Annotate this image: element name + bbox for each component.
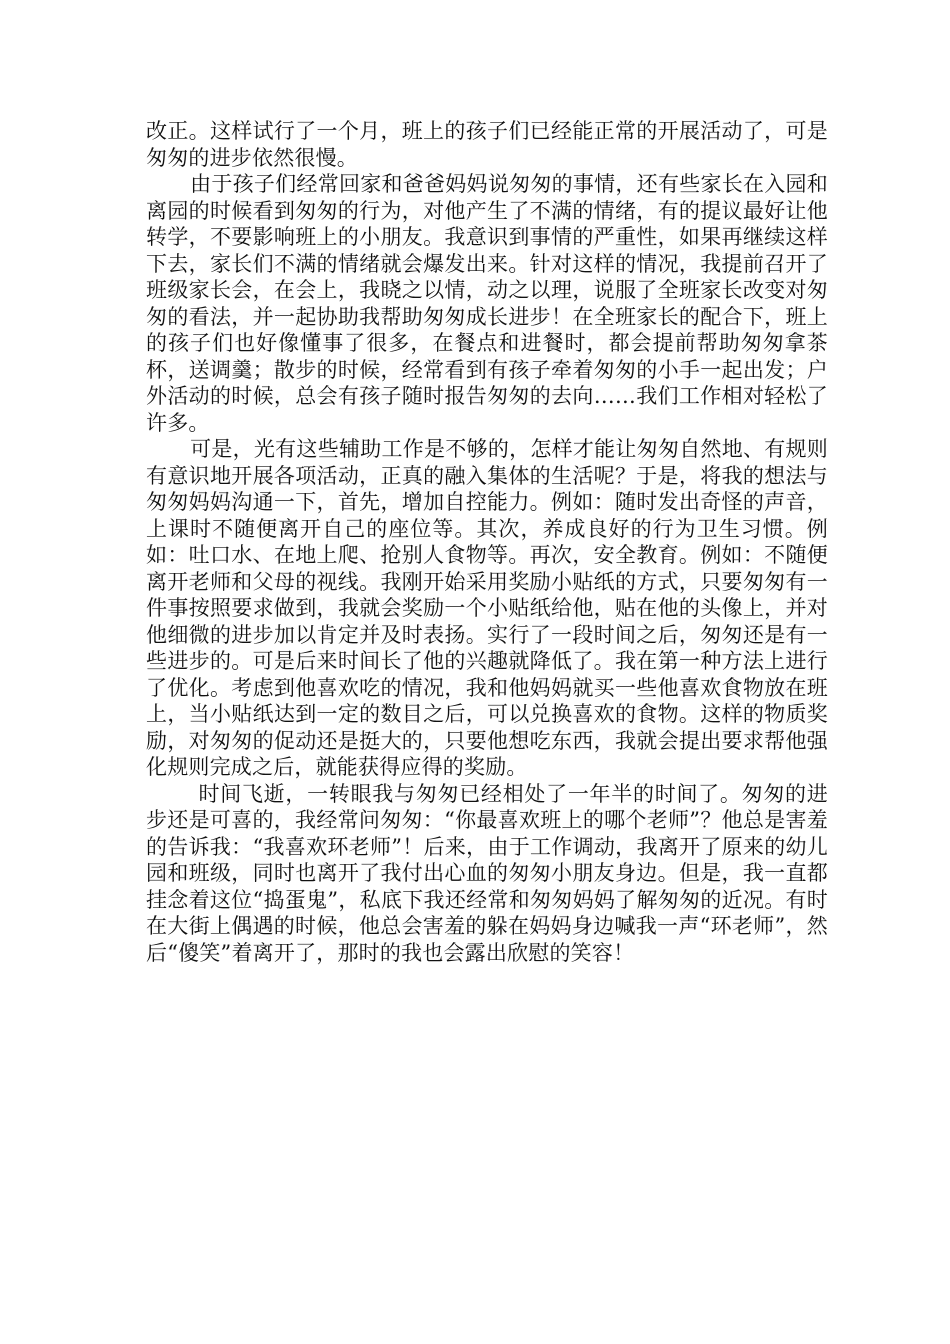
paragraph-time-flies: 时间飞逝，一转眼我与匆匆已经相处了一年半的时间了。匆匆的进步还是可喜的，我经常问匆匆：“你最喜欢班上的哪个老师”？他总是害羞的告诉我：“我喜欢环老师”！后来，由于工作调动，我离开了原来的幼儿园和班级，同时也离开了我付出心血的匆匆小朋友身边。但是，我一直都挂念着这位“捣蛋鬼”，私底下我还经常和匆匆妈妈了解匆匆的近况。有时在大街上偶遇的时候，他总会害羞的躲在妈妈身边喊我一声“环老师”，然后“傻笑”着离开了，那时的我也会露出欣慰的笑容！ xyxy=(146,781,828,965)
paragraph-parents-meeting: 由于孩子们经常回家和爸爸妈妈说匆匆的事情，还有些家长在入园和离园的时候看到匆匆的行为，对他产生了不满的情绪，有的提议最好让他转学，不要影响班上的小朋友。我意识到事情的严重性，如果再继续这样下去，家长们不满的情绪就会爆发出来。针对这样的情况，我提前召开了班级家长会，在会上，我晓之以情，动之以理，说服了全班家长改变对匆匆的看法，并一起协助我帮助匆匆成长进步！在全班家长的配合下，班上的孩子们也好像懂事了很多，在餐点和进餐时，都会提前帮助匆匆拿茶杯，送调羹；散步的时候，经常看到有孩子牵着匆匆的小手一起出发；户外活动的时候，总会有孩子随时报告匆匆的去向……我们工作相对轻松了许多。 xyxy=(146,172,828,435)
paragraph-reward-stickers: 可是，光有这些辅助工作是不够的，怎样才能让匆匆自然地、有规则有意识地开展各项活动，正真的融入集体的生活呢？于是，将我的想法与匆匆妈妈沟通一下，首先，增加自控能力。例如：随时发出奇怪的声音，上课时不随便离开自己的座位等。其次，养成良好的行为卫生习惯。例如：吐口水、在地上爬、抢别人食物等。再次，安全教育。例如：不随便离开老师和父母的视线。我刚开始采用奖励小贴纸的方式，只要匆匆有一件事按照要求做到，我就会奖励一个小贴纸给他，贴在他的头像上，并对他细微的进步加以肯定并及时表扬。实行了一段时间之后，匆匆还是有一些进步的。可是后来时间长了他的兴趣就降低了。我在第一种方法上进行了优化。考虑到他喜欢吃的情况，我和他妈妈就买一些他喜欢食物放在班上，当小贴纸达到一定的数目之后，可以兑换喜欢的食物。这样的物质奖励，对匆匆的促动还是挺大的，只要他想吃东西，我就会提出要求帮他强化规则完成之后，就能获得应得的奖励。 xyxy=(146,437,828,779)
document-body xyxy=(146,118,828,966)
paragraph-continuation: 改正。这样试行了一个月，班上的孩子们已经能正常的开展活动了，可是匆匆的进步依然很慢。 xyxy=(146,119,828,170)
